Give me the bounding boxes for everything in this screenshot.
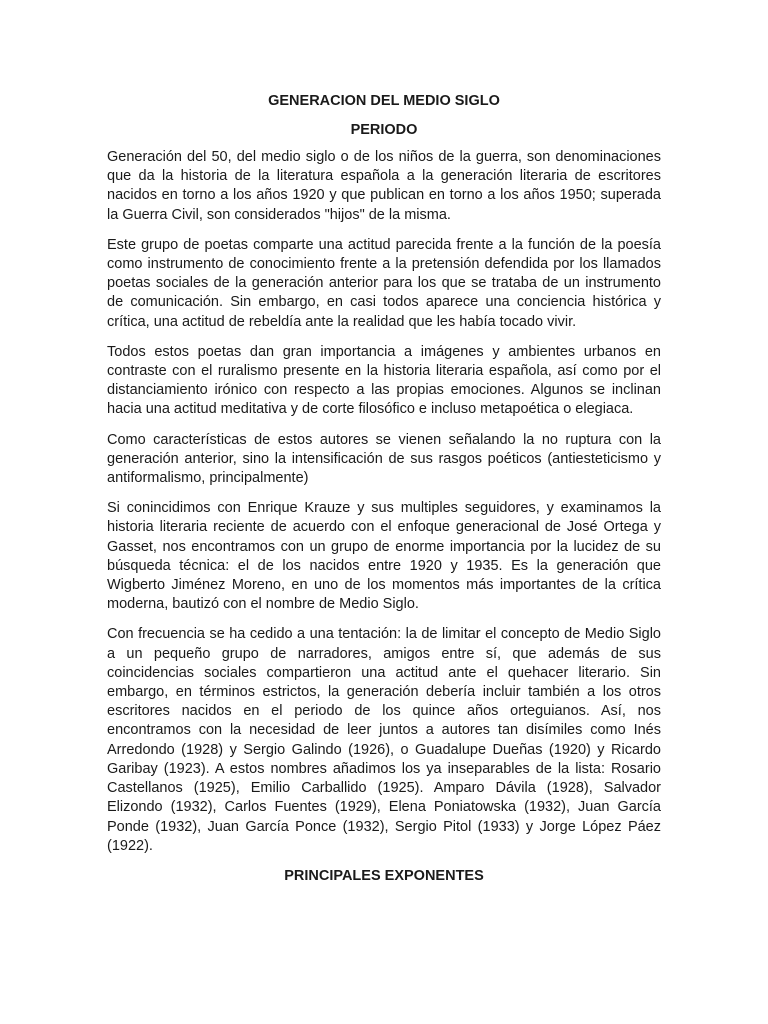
paragraph: Si conincidimos con Enrique Krauze y sus multiples seguidores, y examinamos la historia literaria reciente de acuerdo con el enfoque generacional de José Ortega y Gasset, nos encontramos con un grupo de enorme importancia por la lucidez de su búsqueda técnica: el de los nacidos entre 1920 y 1935. Es la generación que Wigberto Jiménez Moreno, en uno de los momentos más importantes de la crítica moderna, bautizó con el nombre de Medio Siglo. xyxy=(107,500,661,613)
paragraph: Generación del 50, del medio siglo o de los niños de la guerra, son denominaciones que da la historia de la literatura española a la generación literaria de escritores nacidos en torno a los años 1920 y que publican en torno a los años 1950; superada la Guerra Civil, son considerados "hijos" de la misma. xyxy=(107,149,661,223)
section-title-exponentes: PRINCIPALES EXPONENTES xyxy=(284,867,484,884)
paragraph: Como características de estos autores se vienen señalando la no ruptura con la generación anterior, sino la intensificación de sus rasgos poéticos (antiesteticismo y antiformalismo, principalmente) xyxy=(107,431,661,487)
paragraph: Todos estos poetas dan gran importancia a imágenes y ambientes urbanos en contraste con el ruralismo presente en la historia literaria española, así como por el distanciamiento irónico con respecto a las propias emociones. Algunos se inclinan hacia una actitud meditativa y de corte filosófico e incluso metapoética o elegiaca. xyxy=(107,343,661,418)
paragraph: Este grupo de poetas comparte una actitud parecida frente a la función de la poesía como instrumento de conocimiento frente a la pretensión defendida por los llamados poetas sociales de la generación anterior para los que se trataba de un instrumento de comunicación. Sin embargo, en casi todos aparece una conciencia histórica y crítica, una actitud de rebeldía ante la realidad que les había tocado vivir. xyxy=(107,236,661,330)
paragraph: Con frecuencia se ha cedido a una tentación: la de limitar el concepto de Medio Siglo a un pequeño grupo de narradores, amigos entre sí, que además de sus coincidencias sociales compartieron una actitud ante el quehacer literario. Sin embargo, en términos estrictos, la generación debería incluir también a los otros escritores nacidos en el periodo de los quince años orteguianos. Así, nos encontramos con la necesidad de leer juntos a autores tan disímiles como Inés Arredondo (1928) y Sergio Galindo (1926), o Guadalupe Dueñas (1920) y Ricardo Garibay (1923). A estos nombres añadimos los ya inseparables de la lista: Rosario Castellanos (1925), Emilio Carballido (1925). Amparo Dávila (1928), Salvador Elizondo (1932), Carlos Fuentes (1929), Elena Poniatowska (1932), Juan García Ponde (1932), Juan García Ponce (1932), Sergio Pitol (1933) y Jorge López Páez (1922). xyxy=(107,626,661,854)
section-title-periodo: PERIODO xyxy=(350,122,418,138)
document-title: GENERACION DEL MEDIO SIGLO xyxy=(268,93,500,109)
document-page xyxy=(107,92,661,886)
